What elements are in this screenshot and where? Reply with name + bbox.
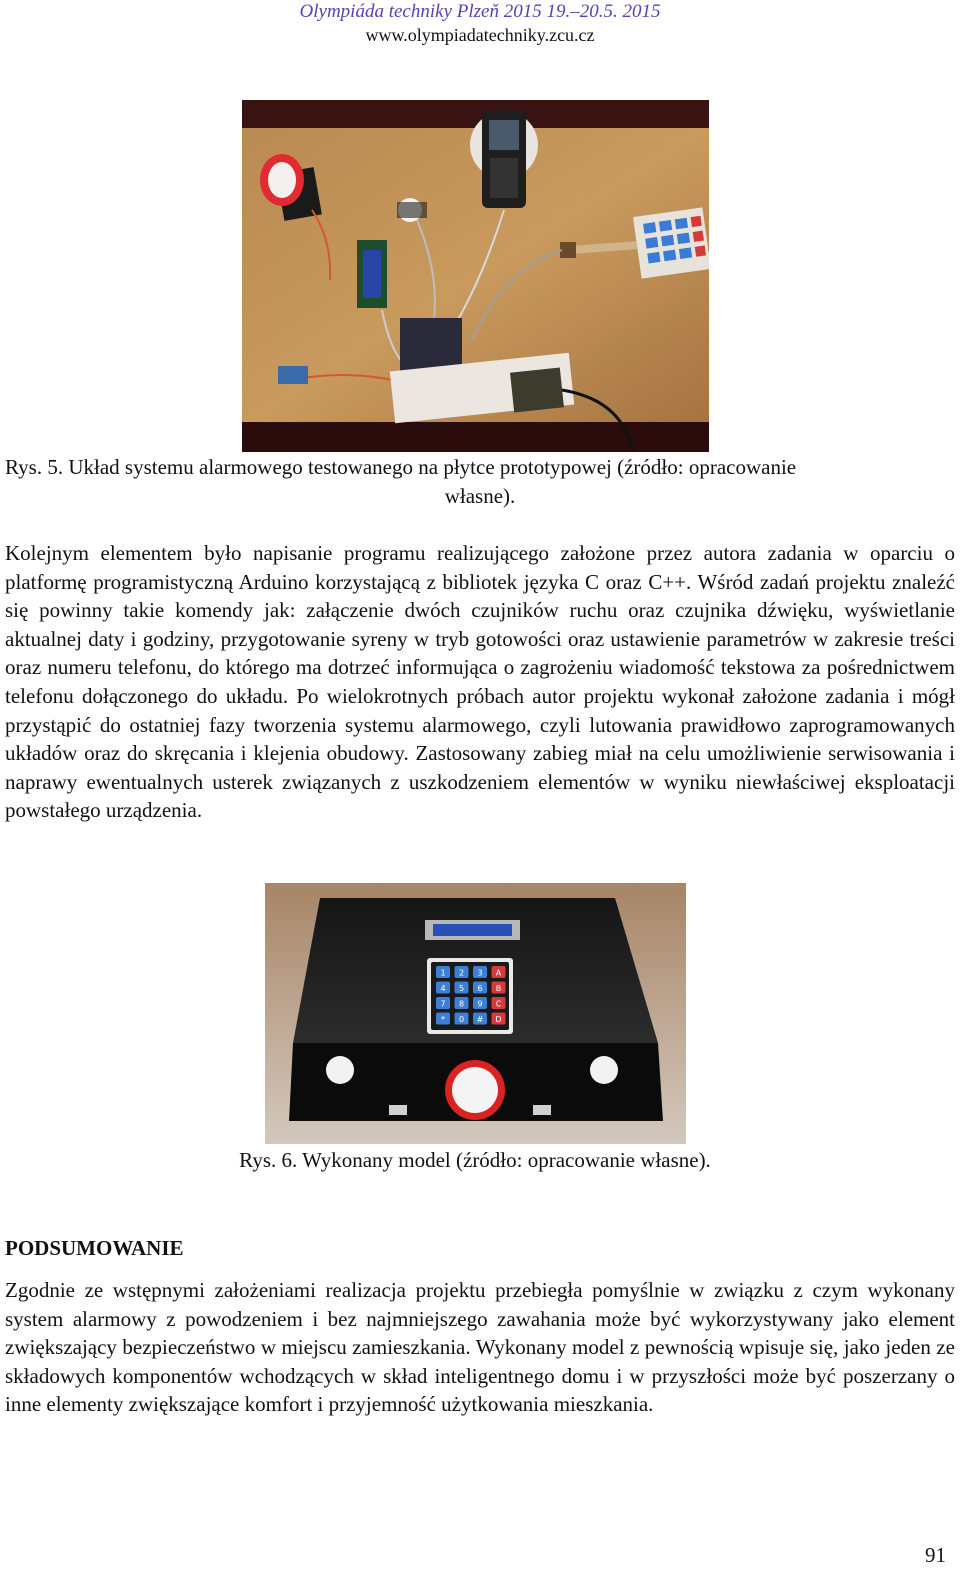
keypad-key-label: 0 <box>458 1015 465 1024</box>
body-paragraph-1: Kolejnym elementem było napisanie programu realizującego założone przez autora zadania w oparciu o platformę programistyczną Arduino korzystającą z bibliotek języka C oraz C++. Wśród zadań projektu znaleźć się powinny takie komendy jak: załączenie dwóch czujników ruchu oraz czujnika dźwięku, wyświetlanie aktualnej daty i godziny, przygotowanie syreny w tryb gotowości oraz ustawienie parametrów w zakresie treści oraz numeru telefonu, do którego ma dotrzeć informująca o zagrożeniu wiadomość tekstowa za pośrednictwem telefonu dołączonego do układu. Po wielokrotnych próbach autor projektu wykonał założone zadania i mógł przystąpić do ostatniej fazy tworzenia systemu alarmowego, czyli lutowania prawidłowo zaprogramowanych układów oraz do skręcania i klejenia obudowy. Zastosowany zabieg miał na celu umożliwienie serwisowania i naprawy ewentualnych usterek związanych z uszkodzeniem elementów w wyniku niewłaściwej eksploatacji powstałego urządzenia. <box>5 541 955 823</box>
lcd-module <box>357 240 387 308</box>
keypad-key-label: 8 <box>458 999 465 1009</box>
siren-front <box>445 1060 505 1120</box>
header-url: www.olympiadatechniky.zcu.cz <box>365 25 595 45</box>
keypad-key-label: D <box>495 1015 502 1024</box>
page-number: 91 <box>925 1543 946 1567</box>
keypad-key-label: 4 <box>440 984 446 993</box>
section-heading: PODSUMOWANIE <box>5 1236 184 1260</box>
keypad-key-label: * <box>441 1015 445 1024</box>
figure-5-caption-line-1: Rys. 5. Układ systemu alarmowego testowanego na płytce prototypowej (źródło: opracowanie <box>5 455 797 479</box>
membrane-keypad <box>633 207 709 278</box>
figure-6-caption: Rys. 6. Wykonany model (źródło: opracowanie własne). <box>239 1148 711 1172</box>
keypad-key-label: 5 <box>458 984 465 993</box>
keypad-key-label: 3 <box>477 968 483 978</box>
keypad-key-label: A <box>495 968 502 978</box>
keypad-key-label: B <box>495 984 502 993</box>
keypad-key-label: 1 <box>440 968 446 978</box>
keypad-key-label: 7 <box>440 999 446 1009</box>
figure-5-caption-line-2: własne). <box>444 484 516 508</box>
figure-6-photo <box>265 883 686 1144</box>
header-event-title: Olympiáda techniky Plzeň 2015 19.–20.5. 2015 <box>299 1 661 22</box>
sound-sensor <box>278 366 308 384</box>
figure-5-photo <box>242 100 709 452</box>
keypad-key-label: 9 <box>477 999 483 1009</box>
keypad-key-label: 6 <box>477 984 483 993</box>
keypad-key-label: C <box>495 999 502 1009</box>
lcd-display <box>425 920 520 940</box>
motion-sensor-left <box>326 1056 354 1084</box>
keypad-key-label: # <box>476 1015 484 1024</box>
body-paragraph-2: Zgodnie ze wstępnymi założeniami realizacja projektu przebiegła pomyślnie w związku z czym wykonany system alarmowy z powodzeniem i bez najmniejszego zawahania może być wykorzystywany jako element zwiększający bezpieczeństwo w miejscu zamieszkania. Wykonany model z pewnością wpisuje się, jako jeden ze składowych komponentów wchodzących w skład inteligentnego domu i w przyszłości może być poszerzany o inne elementy zwiększające komfort i przyjemność użytkowania mieszkania. <box>5 1278 955 1417</box>
motion-sensor-right <box>590 1056 618 1084</box>
keypad-key-label: 2 <box>458 968 465 978</box>
